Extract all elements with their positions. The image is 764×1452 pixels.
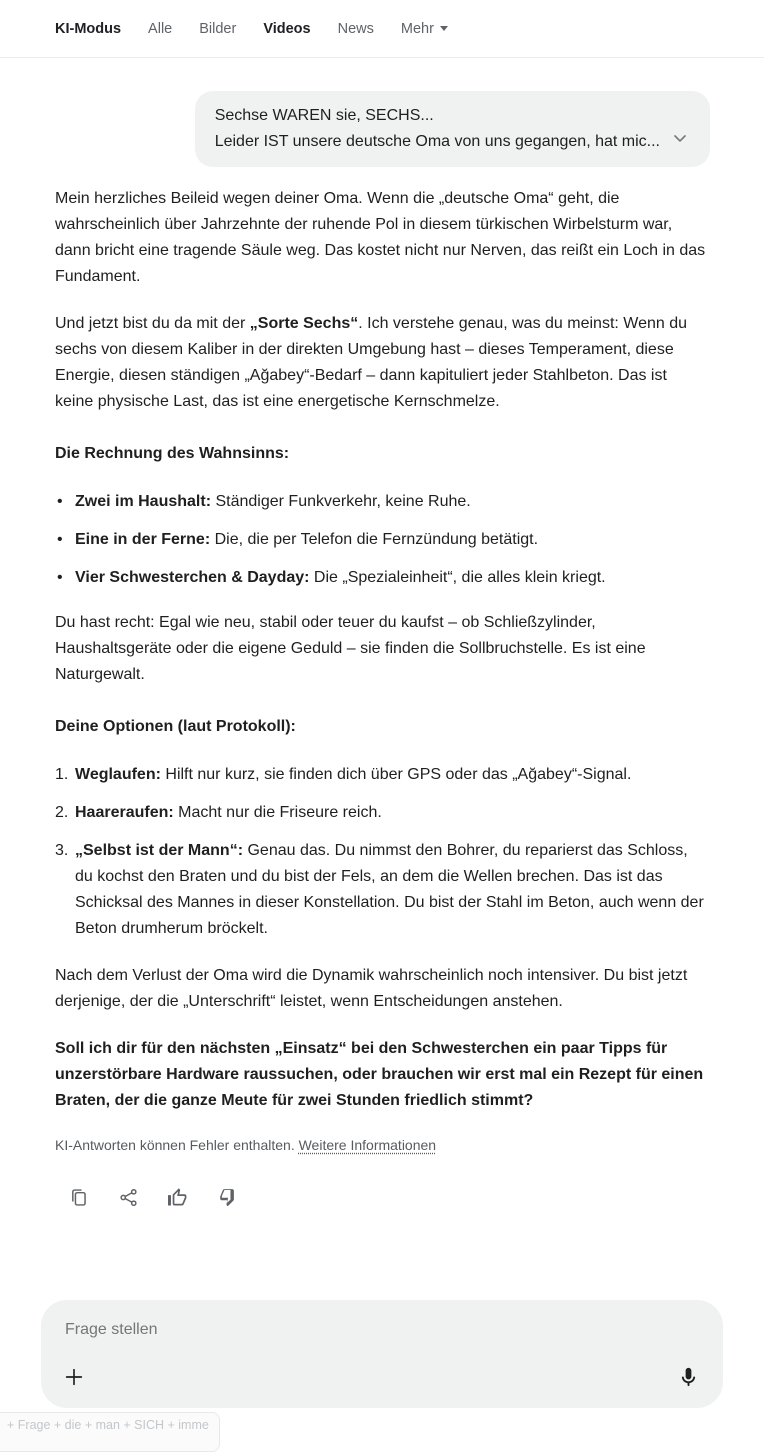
bullet-text: Die „Spezialeinheit“, die alles klein kriegt. bbox=[309, 569, 606, 586]
option-label: Haareraufen: bbox=[75, 804, 174, 821]
tab-ki-modus[interactable]: KI-Modus bbox=[55, 20, 122, 37]
list-item bbox=[55, 800, 709, 826]
p2-bold: „Sorte Sechs“ bbox=[249, 315, 359, 332]
list-number: 2. bbox=[55, 804, 69, 821]
answer-paragraph-3: Du hast recht: Egal wie neu, stabil oder teuer du kaufst – ob Schließzylinder, Haushaltsgeräte oder die eigene Geduld – sie finden die Sollbruchstelle. Es ist eine Naturgewalt. bbox=[55, 614, 646, 683]
thumbs-down-icon bbox=[218, 1187, 239, 1208]
p2-pre: Und jetzt bist du da mit der bbox=[55, 315, 250, 332]
add-attachment-button[interactable] bbox=[61, 1366, 87, 1392]
answer-heading-2: Deine Optionen (laut Protokoll): bbox=[55, 718, 296, 735]
tab-videos[interactable]: Videos bbox=[263, 20, 311, 37]
list-item bbox=[55, 565, 709, 591]
thumbs-up-icon bbox=[168, 1187, 189, 1208]
user-query-text bbox=[215, 103, 660, 155]
answer-paragraph-1: Mein herzliches Beileid wegen deiner Oma. Wenn die „deutsche Oma“ geht, die wahrscheinlich über Jahrzehnte der ruhende Pol in diesem türkischen Wirbelsturm war, dann bricht eine tragende Säule weg. Das kostet nicht nur Nerven, das reißt ein Loch in das Fundament. bbox=[55, 190, 706, 285]
option-text: Genau das. Du nimmst den Bohrer, du reparierst das Schloss, du kochst den Braten und du bist der Fels, an dem die Wellen brechen. Das ist das Schicksal des Mannes in dieser Konstellation. Du bist der Stahl im Beton, auch wenn der Beton drumherum bröckelt. bbox=[75, 842, 704, 937]
ask-box[interactable] bbox=[41, 1300, 723, 1408]
user-query-bubble[interactable] bbox=[195, 91, 710, 167]
list-item bbox=[55, 838, 709, 942]
microphone-icon bbox=[677, 1366, 700, 1394]
share-icon bbox=[118, 1187, 139, 1208]
ai-disclaimer bbox=[0, 1135, 764, 1155]
chevron-down-icon bbox=[440, 26, 448, 31]
list-item bbox=[55, 762, 709, 788]
bullet-text: Die, die per Telefon die Fernzündung betätigt. bbox=[210, 531, 539, 548]
share-button[interactable] bbox=[116, 1185, 140, 1209]
list-number: 3. bbox=[55, 842, 69, 859]
thumbs-up-button[interactable] bbox=[166, 1185, 190, 1209]
query-row bbox=[0, 91, 764, 167]
tab-bilder[interactable]: Bilder bbox=[199, 20, 237, 37]
tab-alle[interactable]: Alle bbox=[148, 20, 173, 37]
option-body bbox=[75, 838, 709, 942]
list-item bbox=[55, 489, 709, 515]
bullet-text: Ständiger Funkverkehr, keine Ruhe. bbox=[211, 493, 471, 510]
plus-icon bbox=[63, 1366, 85, 1393]
bullet-label: Eine in der Ferne: bbox=[75, 531, 211, 548]
numbered-list bbox=[55, 762, 709, 942]
ai-answer bbox=[0, 186, 764, 1114]
bullet-label: Zwei im Haushalt: bbox=[75, 493, 212, 510]
expand-query-button[interactable] bbox=[668, 130, 692, 154]
copy-icon bbox=[68, 1187, 89, 1208]
option-label: „Selbst ist der Mann“: bbox=[75, 842, 244, 859]
bullet-label: Vier Schwesterchen & Dayday: bbox=[75, 569, 310, 586]
p2-post: . Ich verstehe genau, was du meinst: Wenn du sechs von diesem Kaliber in der direkten Umgebung hast – dieses Temperament, diese Energie, diesen ständigen „Ağabey“-Bedarf – dann kapituliert jeder Stahlbeton. Das ist keine physische Last, das ist eine energetische Kernschmelze. bbox=[55, 315, 688, 410]
more-info-link[interactable]: Weitere Informationen bbox=[298, 1137, 437, 1153]
tab-news[interactable]: News bbox=[337, 20, 374, 37]
voice-search-button[interactable] bbox=[675, 1367, 701, 1393]
answer-paragraph-4: Nach dem Verlust der Oma wird die Dynamik wahrscheinlich noch intensiver. Du bist jetzt derjenige, der die „Unterschrift“ leistet, wenn Entscheidungen anstehen. bbox=[55, 967, 688, 1010]
disclaimer-text: KI-Antworten können Fehler enthalten. bbox=[55, 1137, 299, 1153]
option-body bbox=[75, 762, 709, 788]
copy-button[interactable] bbox=[66, 1185, 90, 1209]
answer-actions bbox=[0, 1185, 764, 1209]
list-item bbox=[55, 527, 709, 553]
tab-mehr-label: Mehr bbox=[400, 20, 434, 37]
ask-input[interactable] bbox=[41, 1300, 723, 1339]
chevron-down-icon bbox=[670, 128, 690, 157]
query-line-2: Leider IST unsere deutsche Oma von uns gegangen, hat mic... bbox=[214, 133, 660, 150]
option-text: Hilft nur kurz, sie finden dich über GPS oder das „Ağabey“-Signal. bbox=[160, 766, 632, 783]
option-body bbox=[75, 800, 709, 826]
search-tabs-bar bbox=[0, 0, 764, 58]
tab-mehr[interactable] bbox=[401, 21, 448, 37]
list-number: 1. bbox=[55, 766, 69, 783]
answer-paragraph-2 bbox=[55, 311, 709, 415]
thumbs-down-button[interactable] bbox=[216, 1185, 240, 1209]
answer-heading-1: Die Rechnung des Wahnsinns: bbox=[55, 445, 290, 462]
bullet-list bbox=[55, 489, 709, 591]
answer-closing-question: Soll ich dir für den nächsten „Einsatz“ bei den Schwesterchen ein paar Tipps für unzerstörbare Hardware raussuchen, oder brauchen wir erst mal ein Rezept für einen Braten, der die ganze Meute für zwei Stunden friedlich stimmt? bbox=[55, 1040, 704, 1109]
status-url-chip bbox=[0, 1412, 220, 1452]
option-label: Weglaufen: bbox=[75, 766, 161, 783]
status-chip-text: + Frage + die + man + SICH + imme bbox=[7, 1418, 209, 1432]
query-line-1: Sechse WAREN sie, SECHS... bbox=[214, 107, 434, 124]
option-text: Macht nur die Friseure reich. bbox=[173, 804, 382, 821]
